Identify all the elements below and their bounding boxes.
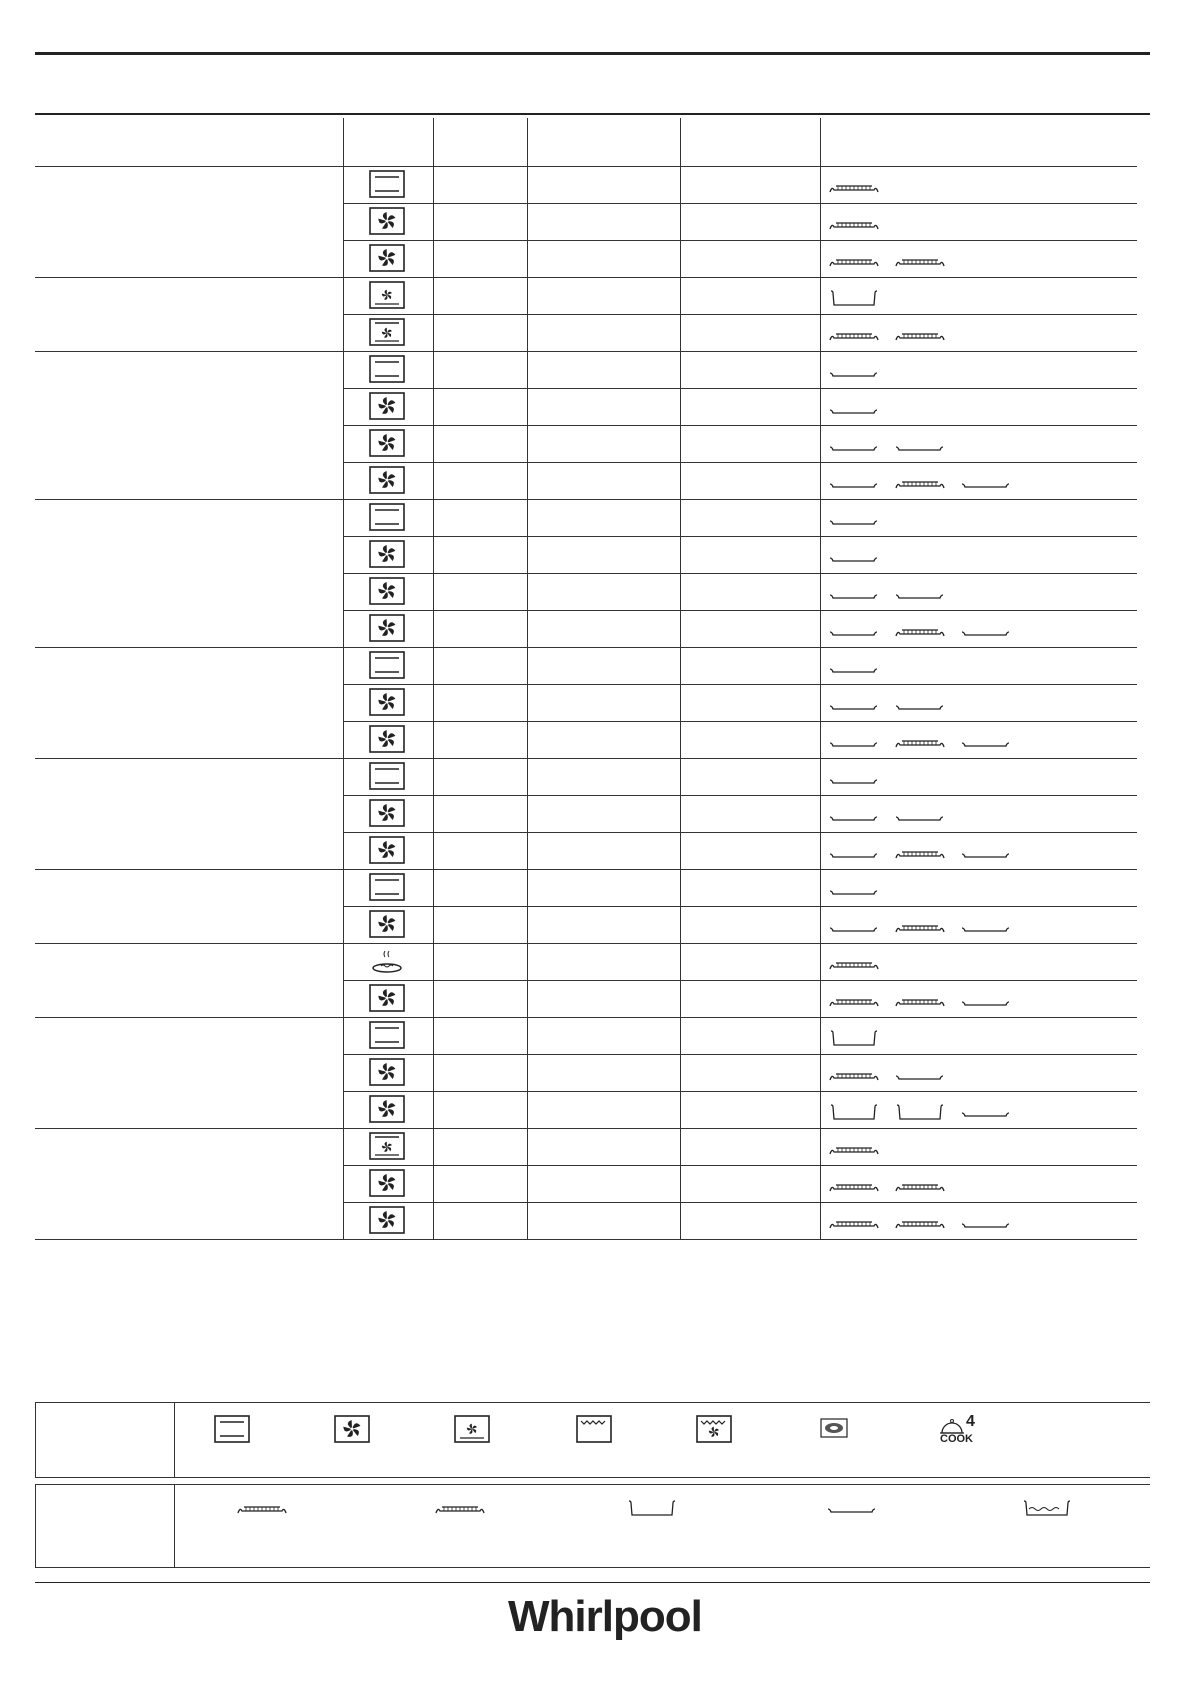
- baking-tray-icon: [828, 548, 882, 568]
- baking-tray-icon: [894, 1066, 948, 1086]
- baking-tray-icon: [894, 585, 948, 605]
- row-divider: [343, 536, 1137, 537]
- baking-tray-icon: [828, 696, 882, 716]
- fan-icon: [369, 984, 405, 1012]
- baking-tray-icon: [828, 585, 882, 605]
- fan-icon: [334, 1415, 370, 1443]
- row-divider: [343, 1165, 1137, 1166]
- fan-icon: [369, 688, 405, 716]
- group-divider: [35, 647, 1137, 648]
- wire-shelf-icon: [828, 252, 882, 272]
- fan-icon: [369, 799, 405, 827]
- group-divider: [35, 1239, 1137, 1240]
- conventional-icon: [214, 1415, 250, 1443]
- group-divider: [35, 1017, 1137, 1018]
- row-divider: [343, 240, 1137, 241]
- row-divider: [343, 462, 1137, 463]
- wire-shelf-icon: [828, 215, 882, 235]
- baking-tray-icon: [828, 881, 882, 901]
- baking-tray-icon: [894, 696, 948, 716]
- group-divider: [35, 277, 1137, 278]
- deep-pan-icon: [626, 1499, 680, 1519]
- group-divider: [35, 758, 1137, 759]
- wire-shelf-icon: [894, 622, 948, 642]
- baking-tray-icon: [960, 474, 1014, 494]
- group-divider: [35, 1128, 1137, 1129]
- fan-icon: [369, 207, 405, 235]
- baking-tray-icon: [826, 1499, 880, 1519]
- fan-icon: [369, 1095, 405, 1123]
- wire-shelf-icon: [828, 1177, 882, 1197]
- footer-rule: [35, 1582, 1150, 1583]
- column-divider: [343, 118, 344, 1239]
- group-divider: [35, 499, 1137, 500]
- wire-shelf-icon: [894, 326, 948, 346]
- wire-shelf-icon: [894, 1177, 948, 1197]
- baking-tray-icon: [828, 474, 882, 494]
- deep-pan-icon: [828, 1103, 882, 1123]
- fan-icon: [369, 392, 405, 420]
- row-divider: [343, 832, 1137, 833]
- meat-icon: [816, 1415, 852, 1443]
- wire-shelf-icon: [894, 918, 948, 938]
- baking-tray-icon: [960, 1103, 1014, 1123]
- baking-tray-icon: [828, 918, 882, 938]
- fan-icon: [369, 540, 405, 568]
- row-divider: [343, 1202, 1137, 1203]
- fan-top-icon: [369, 1132, 405, 1160]
- baking-tray-icon: [960, 622, 1014, 642]
- row-divider: [343, 684, 1137, 685]
- group-divider: [35, 351, 1137, 352]
- wire-shelf-icon: [828, 992, 882, 1012]
- conventional-icon: [369, 355, 405, 383]
- fan-small-icon: [454, 1415, 490, 1443]
- deep-pan-icon: [894, 1103, 948, 1123]
- wire-shelf-icon: [828, 1140, 882, 1160]
- fan-icon: [369, 836, 405, 864]
- fan-icon: [369, 725, 405, 753]
- baking-tray-icon: [828, 363, 882, 383]
- row-divider: [343, 203, 1137, 204]
- row-divider: [343, 610, 1137, 611]
- row-divider: [343, 388, 1137, 389]
- legend-accessories-label: [36, 1485, 175, 1567]
- fan-icon: [369, 577, 405, 605]
- row-divider: [343, 314, 1137, 315]
- wire-shelf-icon: [434, 1499, 488, 1519]
- baking-tray-icon: [960, 733, 1014, 753]
- fan-icon: [369, 244, 405, 272]
- deep-pan-icon: [828, 1029, 882, 1049]
- baking-tray-icon: [960, 918, 1014, 938]
- legend-accessories: [35, 1484, 1150, 1568]
- row-divider: [343, 906, 1137, 907]
- column-divider: [820, 118, 821, 1239]
- cook4-label: COOK: [940, 1433, 973, 1445]
- wire-shelf-icon: [894, 733, 948, 753]
- row-divider: [343, 980, 1137, 981]
- pizza-icon: [369, 947, 405, 975]
- baking-tray-icon: [828, 844, 882, 864]
- wire-shelf-icon: [828, 1066, 882, 1086]
- row-divider: [343, 425, 1137, 426]
- fan-icon: [369, 1169, 405, 1197]
- fan-small-icon: [369, 281, 405, 309]
- grill-icon: [576, 1415, 612, 1443]
- row-divider: [343, 795, 1137, 796]
- fan-icon: [369, 1058, 405, 1086]
- wire-shelf-icon: [894, 474, 948, 494]
- drip-tray-water-icon: [1021, 1499, 1075, 1519]
- cook4-number: 4: [966, 1413, 975, 1430]
- conventional-icon: [369, 873, 405, 901]
- conventional-icon: [369, 651, 405, 679]
- baking-tray-icon: [828, 400, 882, 420]
- group-divider: [35, 869, 1137, 870]
- fan-icon: [369, 429, 405, 457]
- cooking-table: [35, 114, 1137, 1239]
- baking-tray-icon: [828, 659, 882, 679]
- column-divider: [680, 118, 681, 1239]
- baking-tray-icon: [828, 511, 882, 531]
- column-divider: [433, 118, 434, 1239]
- legend-functions: [35, 1402, 1150, 1478]
- conventional-icon: [369, 170, 405, 198]
- row-divider: [343, 721, 1137, 722]
- turbo-grill-icon: [696, 1415, 732, 1443]
- row-divider: [343, 573, 1137, 574]
- wire-shelf-icon: [894, 1214, 948, 1234]
- fan-icon: [369, 1206, 405, 1234]
- fan-icon: [369, 910, 405, 938]
- baking-tray-icon: [894, 437, 948, 457]
- baking-tray-icon: [828, 622, 882, 642]
- fan-icon: [369, 466, 405, 494]
- wire-shelf-icon: [828, 955, 882, 975]
- group-divider: [35, 943, 1137, 944]
- column-divider: [527, 118, 528, 1239]
- conventional-icon: [369, 1021, 405, 1049]
- baking-tray-icon: [828, 807, 882, 827]
- fan-top-icon: [369, 318, 405, 346]
- conventional-icon: [369, 503, 405, 531]
- wire-shelf-icon: [894, 844, 948, 864]
- baking-tray-icon: [894, 807, 948, 827]
- fan-icon: [369, 614, 405, 642]
- wire-shelf-icon: [828, 178, 882, 198]
- baking-tray-icon: [960, 844, 1014, 864]
- whirlpool-logo: Whirlpool: [508, 1592, 702, 1641]
- legend-functions-label: [36, 1403, 175, 1477]
- deep-pan-icon: [828, 289, 882, 309]
- baking-tray-icon: [828, 770, 882, 790]
- conventional-icon: [369, 762, 405, 790]
- row-divider: [343, 1091, 1137, 1092]
- wire-shelf-icon: [236, 1499, 290, 1519]
- baking-tray-icon: [828, 437, 882, 457]
- wire-shelf-icon: [828, 326, 882, 346]
- baking-tray-icon: [960, 992, 1014, 1012]
- baking-tray-icon: [960, 1214, 1014, 1234]
- wire-shelf-icon: [828, 1214, 882, 1234]
- row-divider: [343, 1054, 1137, 1055]
- baking-tray-icon: [828, 733, 882, 753]
- wire-shelf-icon: [894, 992, 948, 1012]
- header-bottom-line: [35, 166, 1137, 167]
- wire-shelf-icon: [894, 252, 948, 272]
- top-rule: [35, 52, 1150, 55]
